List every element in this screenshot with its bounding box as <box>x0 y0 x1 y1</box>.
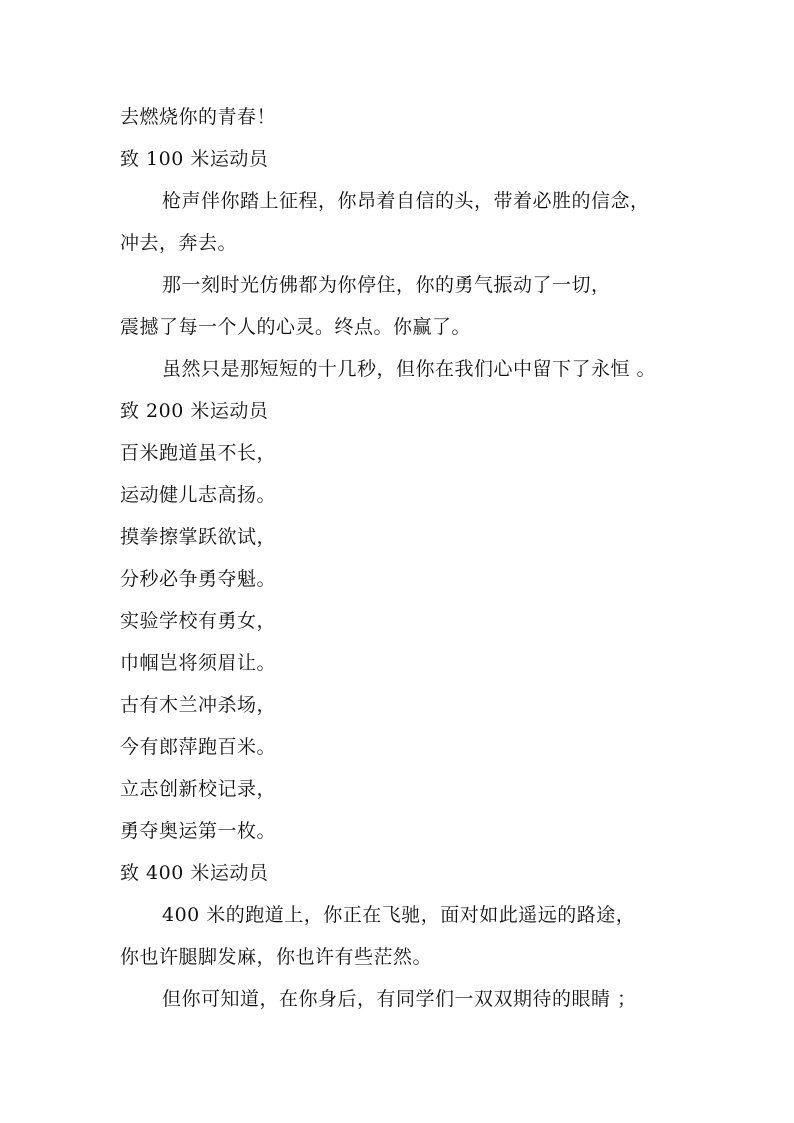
paragraph-line: 你也许腿脚发麻，你也许有些茫然。 <box>120 946 433 968</box>
paragraph-line: 震撼了每一个人的心灵。终点。你赢了。 <box>120 316 472 338</box>
poem-line: 立志创新校记录， <box>120 778 277 800</box>
paragraph-line: 冲去，奔去。 <box>120 232 238 254</box>
poem-line: 实验学校有勇女， <box>120 610 277 632</box>
poem-line: 今有郎萍跑百米。 <box>120 736 277 758</box>
poem-line: 古有木兰冲杀场， <box>120 694 277 716</box>
poem-line: 勇夺奥运第一枚。 <box>120 820 277 842</box>
section-heading-400m: 致 400 米运动员 <box>120 862 269 884</box>
paragraph-line: 但你可知道，在你身后，有同学们一双双期待的眼睛 ； <box>162 988 637 1010</box>
poem-line: 分秒必争勇夺魁。 <box>120 568 277 590</box>
paragraph-line: 那一刻时光仿佛都为你停住，你的勇气振动了一切， <box>162 274 611 296</box>
poem-line: 摸拳擦掌跃欲试， <box>120 526 277 548</box>
poem-line: 百米跑道虽不长， <box>120 442 277 464</box>
section-heading-100m: 致 100 米运动员 <box>120 148 269 170</box>
poem-line: 巾帼岂将须眉让。 <box>120 652 277 674</box>
section-heading-200m: 致 200 米运动员 <box>120 400 269 422</box>
paragraph-line: 虽然只是那短短的十几秒，但你在我们心中留下了永恒 。 <box>162 358 657 380</box>
paragraph-line: 枪声伴你踏上征程，你昂着自信的头，带着必胜的信念， <box>162 190 650 212</box>
paragraph-line: 400 米的跑道上，你正在飞驰，面对如此遥远的路途， <box>162 904 636 926</box>
poem-line: 运动健儿志高扬。 <box>120 484 277 506</box>
text-line: 去燃烧你的青春！ <box>120 106 277 128</box>
